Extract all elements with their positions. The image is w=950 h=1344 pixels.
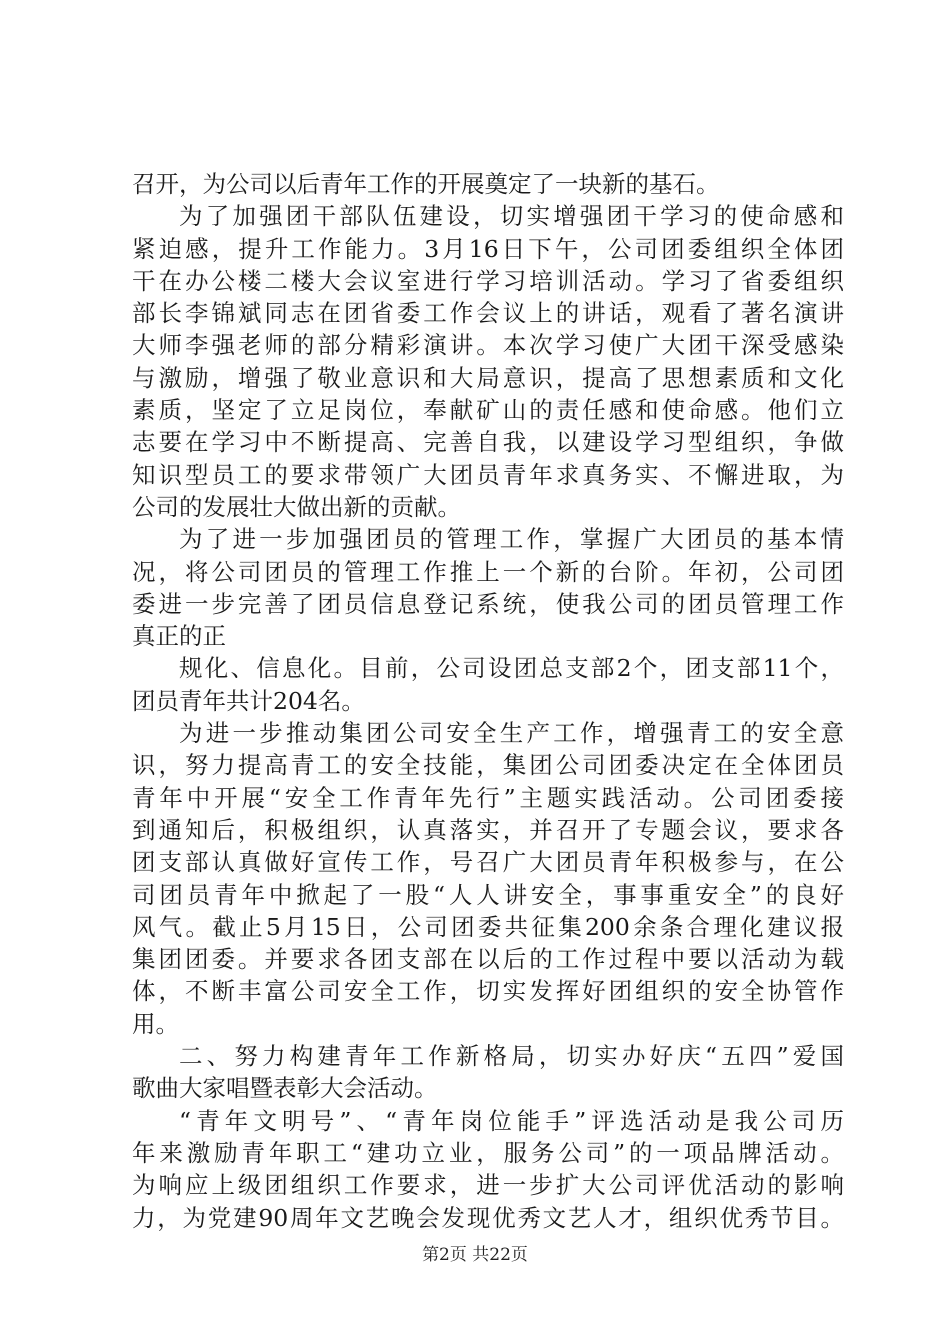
page-footer: 第2页 共22页 [422, 1245, 528, 1265]
text-line: 委进一步完善了团员信息登记系统，使我公司的团员管理工作 [132, 589, 844, 618]
text-line: 体，不断丰富公司安全工作，切实发挥好团组织的安全协管作 [132, 977, 844, 1006]
text-line: 风气。截止5月15日，公司团委共征集200余条合理化建议报 [132, 912, 844, 941]
text-line: 司团员青年中掀起了一股“人人讲安全，事事重安全”的良好 [132, 880, 844, 909]
text-line: 团支部认真做好宣传工作，号召广大团员青年积极参与，在公 [132, 848, 844, 877]
text-line: 况，将公司团员的管理工作推上一个新的台阶。年初，公司团 [132, 557, 844, 586]
text-line: 为响应上级团组织工作要求，进一步扩大公司评优活动的影响 [132, 1171, 844, 1200]
text-line: 团员青年共计204名。 [132, 686, 365, 715]
text-line: 规化、信息化。目前，公司设团总支部2个，团支部11个， [179, 654, 844, 683]
text-line: 知识型员工的要求带领广大团员青年求真务实、不懈进取，为 [132, 460, 844, 489]
text-line: 青年中开展“安全工作青年先行”主题实践活动。公司团委接 [132, 783, 844, 812]
text-line: 志要在学习中不断提高、完善自我，以建设学习型组织，争做 [132, 428, 844, 457]
text-line: “青年文明号”、“青年岗位能手”评选活动是我公司历 [179, 1106, 844, 1135]
text-line: 公司的发展壮大做出新的贡献。 [132, 492, 461, 521]
text-line: 为了进一步加强团员的管理工作，掌握广大团员的基本情 [179, 525, 844, 554]
text-line: 年来激励青年职工“建功立业，服务公司”的一项品牌活动。 [132, 1138, 844, 1167]
text-line: 干在办公楼二楼大会议室进行学习培训活动。学习了省委组织 [132, 266, 844, 295]
body-text [132, 168, 844, 1234]
text-line: 素质，坚定了立足岗位，奉献矿山的责任感和使命感。他们立 [132, 396, 844, 425]
text-line: 紧迫感，提升工作能力。3月16日下午，公司团委组织全体团 [132, 234, 844, 263]
text-line: 二、努力构建青年工作新格局，切实办好庆“五四”爱国 [179, 1042, 844, 1071]
text-line: 大师李强老师的部分精彩演讲。本次学习使广大团干深受感染 [132, 331, 844, 360]
text-line: 为进一步推动集团公司安全生产工作，增强青工的安全意 [179, 719, 844, 748]
text-line: 歌曲大家唱暨表彰大会活动。 [132, 1074, 438, 1103]
text-line: 力，为党建90周年文艺晚会发现优秀文艺人才，组织优秀节目。 [132, 1203, 844, 1232]
text-line: 召开，为公司以后青年工作的开展奠定了一块新的基石。 [132, 170, 720, 198]
text-line: 为了加强团干部队伍建设，切实增强团干学习的使命感和 [179, 202, 844, 231]
text-line: 识，努力提高青工的安全技能，集团公司团委决定在全体团员 [132, 751, 844, 780]
text-line: 部长李锦斌同志在团省委工作会议上的讲话，观看了著名演讲 [132, 299, 844, 328]
text-line: 用。 [132, 1009, 179, 1038]
text-line: 集团团委。并要求各团支部在以后的工作过程中要以活动为载 [132, 945, 844, 974]
text-line: 与激励，增强了敬业意识和大局意识，提高了思想素质和文化 [132, 363, 844, 392]
text-line: 到通知后，积极组织，认真落实，并召开了专题会议，要求各 [132, 815, 844, 844]
text-line: 真正的正 [132, 622, 226, 651]
